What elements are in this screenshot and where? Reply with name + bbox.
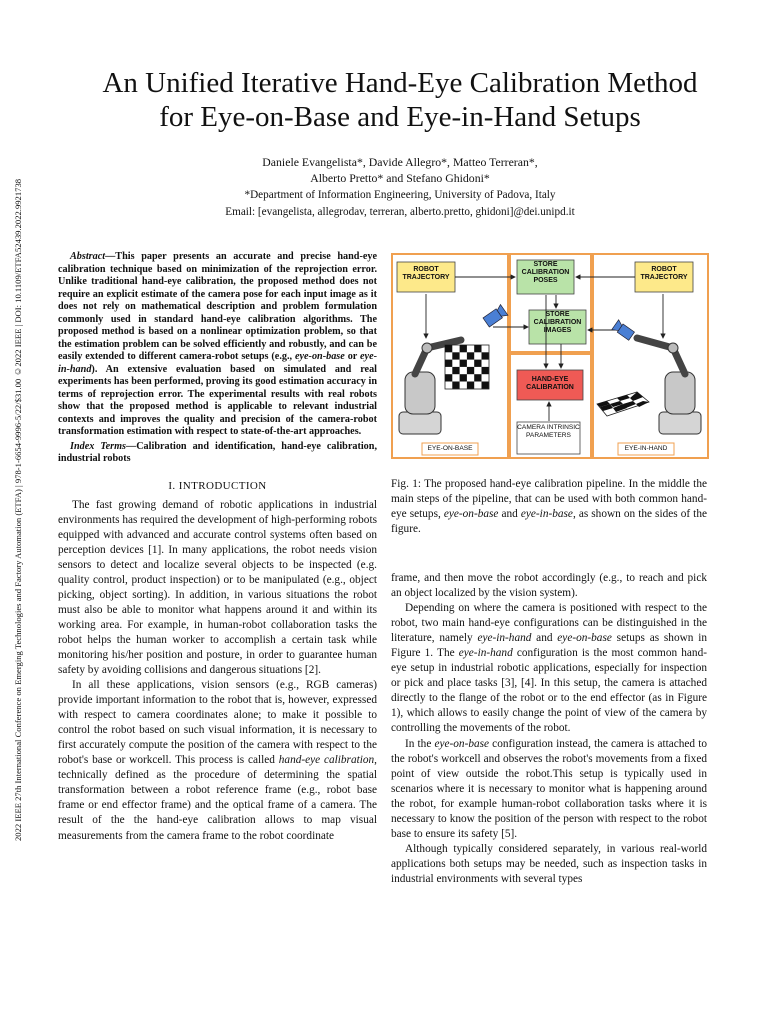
caption-em-2: eye-in-base [520,508,573,521]
right-chessboard-icon [597,392,649,416]
right-robot-arm [637,338,701,434]
hand-eye-label: HAND-EYE CALIBRATION [526,376,574,391]
right-paragraph-1: frame, and then move the robot accordingly (e.g., to reach and pick an object localized by the vision system). [391,572,707,600]
abstract-text-2: ). An extensive evaluation based on simulated and real experiments has been performed, proving its good estimation accuracy in terms of reprojection error. The experimental results with real robots show that the proposed method is applicable to relevant industrial contexts and improves the quality and precision of the camera-robot transformation estimation with respect to state-of-the-art approaches. [58,363,377,437]
caption-em-1: eye-on-base [443,508,499,521]
title-line-1: An Unified Iterative Hand-Eye Calibration Method [102,67,698,99]
right-camera-icon [612,320,635,341]
index-text: —Calibration and identification, hand-eye calibration, industrial robots [58,440,377,464]
rp2-em-1: eye-in-hand [477,632,532,645]
section-heading: I. INTRODUCTION [168,479,267,492]
store-images-label: STORE CALIBRATION IMAGES [533,311,582,334]
intro-paragraph-2 [58,678,377,844]
authors [40,154,760,186]
rp2-em-3: eye-in-hand [458,647,513,660]
index-terms [58,441,377,466]
rp3-b: configuration instead, the camera is attached to the robot's workcell and observes the robot's movements from a fixed point of view outside the robot.This setup is typically used in scenarios where it is necessary to monitor what is happening around the robot, for example human-robot collaboration tasks where it is necessary to know the position of the person with respect to the robot base to ensure its safety [5]. [391,737,707,840]
abstract-mid: or [344,351,361,362]
right-paragraph-2 [391,601,707,736]
abstract [58,251,377,439]
abstract-em-1: eye-on-base [294,351,345,362]
doi-sidebar: 2022 IEEE 27th International Conference on Emerging Technologies and Factory Automation (ETFA) | 978-1-6654-9996-5/22/$31.00 ©2022 IEEE | DOI: 10.1109/ETFA52439.2022.9921738 [13,178,23,842]
eye-in-hand-label: EYE-IN-HAND [624,445,668,452]
eye-on-base-label: EYE-ON-BASE [427,445,473,452]
abstract-text-1: —This paper presents an accurate and precise hand-eye calibration technique based on minimization of the reprojection error. Unlike traditional hand-eye calibration, the proposed method does not require an explicit estimate of the camera pose for each input image as it does not rely on mathematical description and problem formulation commonly used in standard hand-eye calibration algorithms. The proposed method is based on a nonlinear optimization problem, so that the estimation problem can be solved efficiently and robustly, and can be easily extended to different camera-robot setups (e.g., [58,251,377,362]
caption-text [391,477,707,537]
abstract-em-2: eye-in-hand [58,351,377,375]
right-paragraph-4: Although typically considered separately, in various real-world applications both setups may be needed, such as inspection tasks in industrial environments with several types [391,842,707,885]
abstract-label: Abstract [70,251,106,262]
figure-caption [391,477,707,537]
email-line: Email: [evangelista, allegrodav, terreran, alberto.pretto, ghidoni]@dei.unipd.it [225,206,575,218]
affiliation: *Department of Information Engineering, University of Padova, Italy [244,189,556,201]
robot-trajectory-right-label: ROBOT TRAJECTORY [640,266,688,281]
authors-line-2: Alberto Pretto* and Stefano Ghidoni* [310,171,490,185]
paper-title [40,66,760,134]
store-poses-label: STORE CALIBRATION POSES [521,261,570,284]
intro-p2-a: In all these applications, vision sensors (e.g., RGB cameras) provide important information to the robot that is, however, expressed with respect to camera coordinates alone; to make it possible to control the robot based on such visual information, it is necessary to first accurately compute the position of the camera with respect to the robot's base or workcell. This process is called [58,679,377,767]
rp3-em: eye-on-base [434,737,490,750]
caption-mid: and [498,508,521,521]
rp2-c: configuration is the most common hand-eye setup in industrial robotic applications, especially for inspection or pick and place tasks [3], [4]. In this setup, the camera is attached directly to the flange of the robot or to the end effector (as in Figure 1), which allows to easily change the point of view of the camera by controlling the movements of the robot. [391,647,707,735]
camera-params-label: CAMERA INTRINSIC PARAMETERS [517,424,580,439]
figure-1 [391,252,709,460]
right-paragraph-3 [391,737,707,842]
intro-paragraph-1: The fast growing demand of robotic applications in industrial environments has required the development of high-performing robots equipped with advanced and accurate control systems often based on perception devices [1]. In many applications, the robot needs vision sensors to detect and localize several objects to be inspected (e.g. quality control, product inspection) or to be manipulated (e.g., object picking, object sorting). In addition, in various situations the robot must also be able to monitor what happens around it and within its working area. For example, in human-robot collaboration tasks the robot helps the human worker to accomplish a certain task while monitoring his/her position and posture, in order to guarantee human safety by avoiding collisions and dangerous situations [2]. [58,498,377,677]
intro-p2-b: , technically defined as the procedure of determining the spatial transformation between a robot reference frame (e.g., robot base frame or end effector frame) and the optical frame of a camera. The result of the the hand-eye calibration allows to map visual measurements from the camera frame to the robot coordinate [58,754,377,842]
authors-line-1: Daniele Evangelista*, Davide Allegro*, Matteo Terreran*, [262,155,538,169]
caption-b: , as shown on the sides of the figure. [391,508,707,536]
index-label: Index Terms [70,440,127,452]
rp3-a: In the [405,737,435,750]
caption-a: Fig. 1: The proposed hand-eye calibration pipeline. In the middle the main steps of the pipeline, that can be used with both common hand-eye setups, [391,478,707,521]
rp2-a: Depending on where the camera is positioned with respect to the robot, two main hand-eye configurations can be distinguished in the literature, namely [391,602,707,645]
left-camera-icon [482,305,507,328]
intro-p2-em: hand-eye calibration [278,754,375,767]
left-column [58,251,377,844]
rp2-em-2: eye-on-base [557,632,612,645]
rp2-and: and [531,632,558,645]
right-column [391,571,707,887]
robot-trajectory-left-label: ROBOT TRAJECTORY [402,266,450,281]
title-line-2: for Eye-on-Base and Eye-in-Hand Setups [159,101,641,133]
rp2-b: setups as shown in Figure 1. The [391,632,707,660]
left-chessboard-icon [445,345,489,389]
pipeline-diagram [391,252,709,460]
